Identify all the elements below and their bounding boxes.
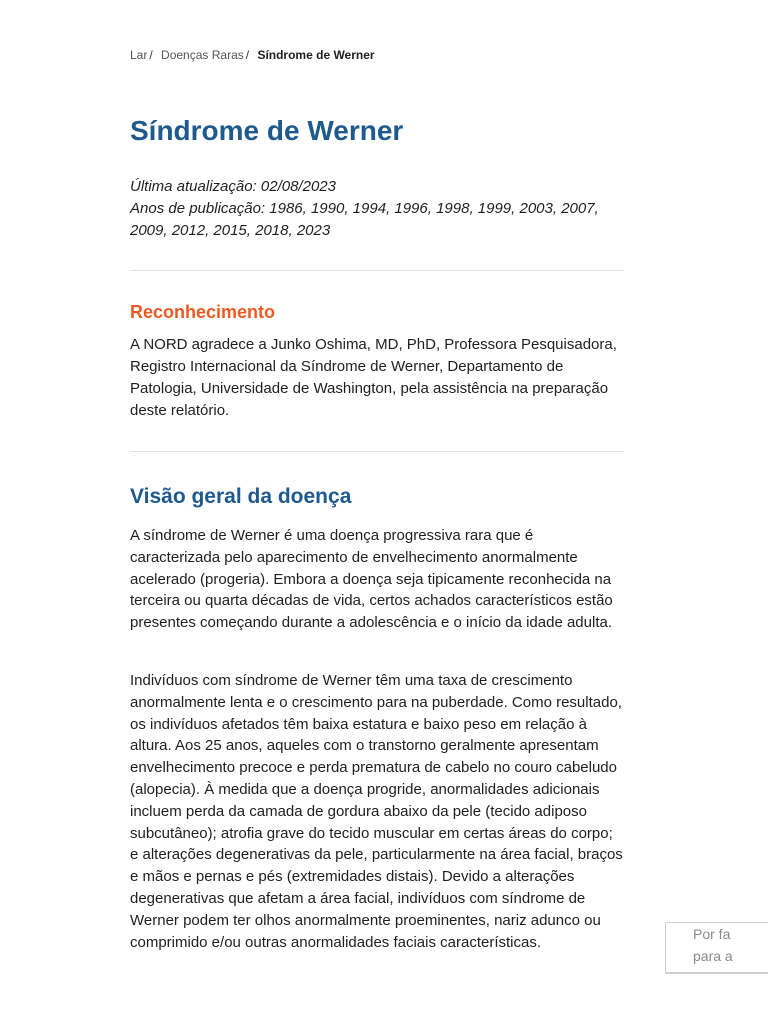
breadcrumb: [130, 48, 375, 62]
acknowledgement-text: A NORD agradece a Junko Oshima, MD, PhD, Professora Pesquisadora, Registro Internacional da Síndrome de Werner, Departamento de Patologia, Universidade de Washington, pela assistência na preparação deste relatório.: [130, 336, 617, 419]
breadcrumb-link-home[interactable]: Lar: [130, 48, 148, 62]
overview-paragraph: A síndrome de Werner é uma doença progressiva rara que é caracterizada pelo aparecimento de envelhecimento anormalmente acelerado (progeria). Embora a doença seja tipicamente reconhecida na terceira ou quarta décadas de vida, certos achados característicos estão presentes começando durante a adolescência e o início da idade adulta.: [130, 527, 613, 632]
feedback-widget-line: Por fa: [693, 926, 731, 942]
breadcrumb-separator: /: [245, 48, 250, 62]
acknowledgement-heading: Reconhecimento: [130, 302, 276, 322]
last-updated: Última atualização: 02/08/2023: [130, 178, 336, 195]
breadcrumb-link-rare-diseases[interactable]: Doenças Raras: [161, 48, 244, 62]
breadcrumb-current: Síndrome de Werner: [257, 48, 375, 62]
breadcrumb-separator: /: [149, 48, 153, 62]
feedback-widget-line: para a: [693, 948, 733, 964]
article-meta: [130, 176, 624, 242]
divider: [130, 270, 624, 271]
divider: [130, 451, 624, 452]
feedback-widget[interactable]: [665, 922, 768, 974]
overview-paragraph: Indivíduos com síndrome de Werner têm uma taxa de crescimento anormalmente lenta e o crescimento para na puberdade. Como resultado, os indivíduos afetados têm baixa estatura e baixo peso em relação à altura. Aos 25 anos, aqueles com o transtorno geralmente apresentam envelhecimento precoce e perda prematura de cabelo no couro cabeludo (alopecia). À medida que a doença progride, anormalidades adicionais incluem perda da camada de gordura abaixo da pele (tecido adiposo subcutâneo); atrofia grave do tecido muscular em certas áreas do corpo; e alterações degenerativas da pele, particularmente na área facial, braços e mãos e pernas e pés (extremidades distais). Devido a alterações degenerativas que afetam a área facial, indivíduos com síndrome de Werner podem ter olhos anormalmente proeminentes, nariz adunco ou comprimido e/ou outras anormalidades faciais características.: [130, 672, 623, 951]
page-title: Síndrome de Werner: [130, 115, 404, 146]
publication-years: Anos de publicação: 1986, 1990, 1994, 1996, 1998, 1999, 2003, 2007, 2009, 2012, 2015, 2018, 2023: [130, 200, 599, 239]
overview-heading: Visão geral da doença: [130, 485, 352, 508]
